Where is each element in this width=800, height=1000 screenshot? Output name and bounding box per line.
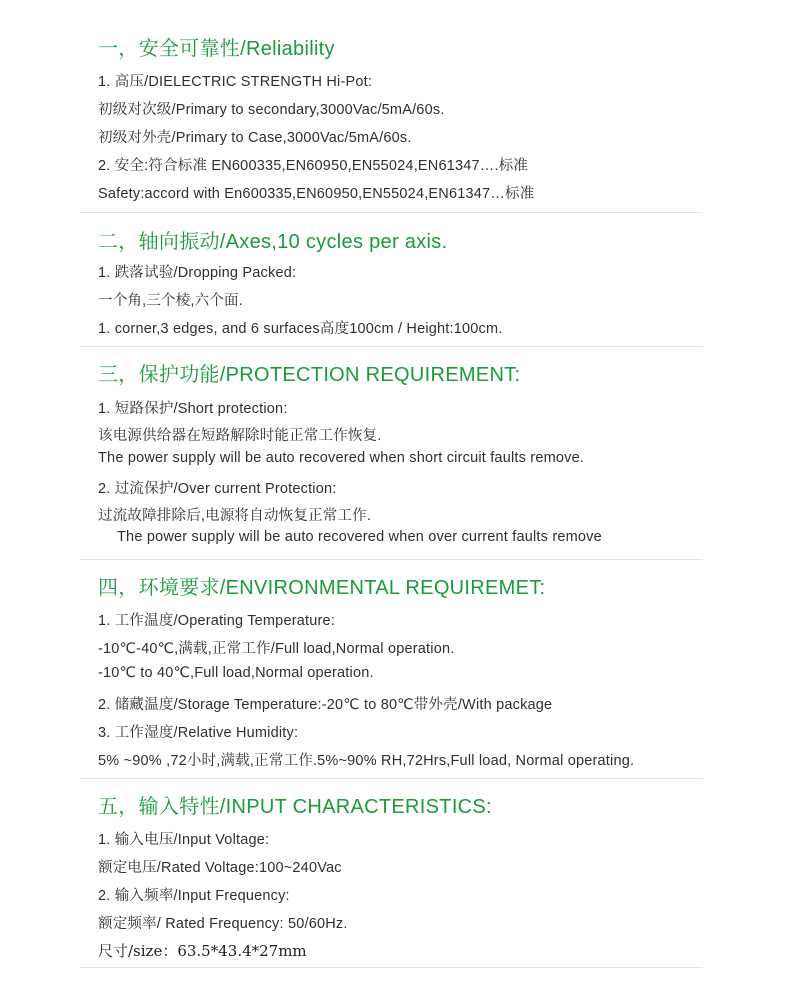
section-heading-protection: 三，保护功能/PROTECTION REQUIREMENT: (98, 364, 521, 386)
spec-line: Safety:accord with En600335,EN60950,EN55024,EN61347…标准 (98, 186, 535, 202)
section-heading-environmental: 四，环境要求/ENVIRONMENTAL REQUIREMET: (98, 577, 546, 599)
spec-line: 1. 高压/DIELECTRIC STRENGTH Hi-Pot: (98, 74, 373, 90)
spec-line: 5% ~90% ,72小时,满载,正常工作.5%~90% RH,72Hrs,Full load, Normal operating. (98, 753, 635, 769)
spec-line: 2. 储藏温度/Storage Temperature:-20℃ to 80℃带外壳/With package (98, 697, 553, 713)
section-divider (80, 967, 703, 968)
spec-line: 一个角,三个棱,六个面. (98, 293, 243, 309)
section-heading-axes: 二，轴向振动/Axes,10 cycles per axis. (98, 231, 448, 253)
spec-line: 1. 输入电压/Input Voltage: (98, 832, 270, 848)
spec-line: -10℃-40℃,满载,正常工作/Full load,Normal operation. (98, 641, 455, 657)
spec-line: 1. 短路保护/Short protection: (98, 401, 288, 417)
spec-line: 额定频率/ Rated Frequency: 50/60Hz. (98, 916, 348, 932)
section-divider (80, 346, 703, 347)
spec-line: -10℃ to 40℃,Full load,Normal operation. (98, 665, 374, 681)
spec-line: The power supply will be auto recovered when over current faults remove (117, 529, 602, 545)
spec-line: 2. 过流保护/Over current Protection: (98, 481, 337, 497)
section-heading-reliability: 一，安全可靠性/Reliability (98, 38, 335, 60)
section-divider (80, 212, 703, 213)
spec-line: 初级对次级/Primary to secondary,3000Vac/5mA/60s. (98, 102, 445, 118)
spec-line: 2. 安全:符合标准 EN600335,EN60950,EN55024,EN61347….标准 (98, 158, 529, 174)
section-divider (80, 559, 703, 560)
spec-line: 初级对外壳/Primary to Case,3000Vac/5mA/60s. (98, 130, 412, 146)
spec-line: 3. 工作湿度/Relative Humidity: (98, 725, 299, 741)
spec-line: The power supply will be auto recovered when short circuit faults remove. (98, 450, 585, 466)
section-heading-input: 五，输入特性/INPUT CHARACTERISTICS: (98, 796, 492, 818)
spec-line: 1. 工作温度/Operating Temperature: (98, 613, 336, 629)
spec-line: 2. 输入频率/Input Frequency: (98, 888, 290, 904)
spec-line: 该电源供给器在短路解除时能正常工作恢复. (98, 428, 382, 444)
spec-line: 1. corner,3 edges, and 6 surfaces高度100cm / Height:100cm. (98, 321, 503, 337)
section-divider (80, 778, 703, 779)
size-spec: 尺寸/size：63.5*43.4*27mm (98, 942, 307, 960)
spec-line: 过流故障排除后,电源将自动恢复正常工作. (98, 508, 372, 524)
spec-line: 额定电压/Rated Voltage:100~240Vac (98, 860, 342, 876)
spec-line: 1. 跌落试验/Dropping Packed: (98, 265, 297, 281)
